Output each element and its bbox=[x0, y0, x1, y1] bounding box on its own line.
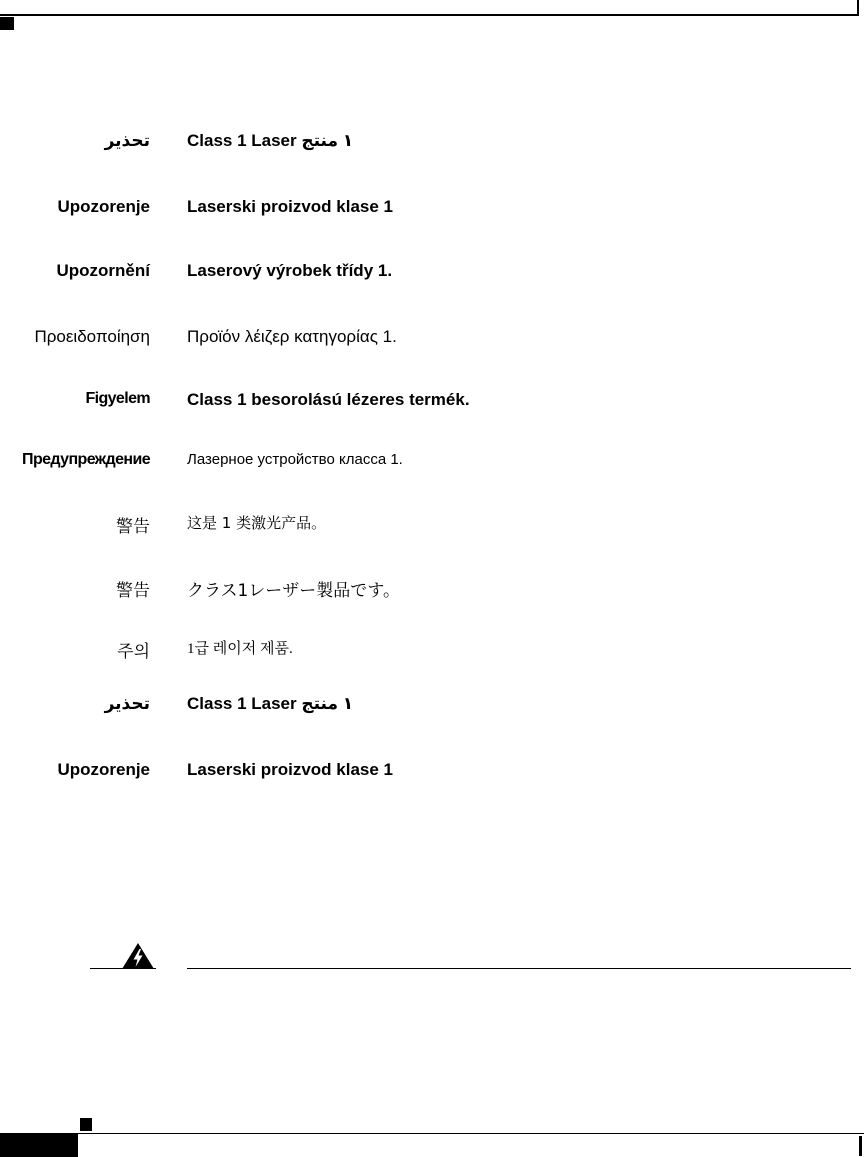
warning-text: Laserový výrobek třídy 1. bbox=[187, 261, 393, 280]
warning-row-russian bbox=[0, 451, 864, 481]
warning-label: Figyelem bbox=[85, 390, 150, 407]
bottom-rule bbox=[0, 1133, 864, 1134]
top-rule-end bbox=[857, 0, 859, 16]
warning-row-arabic-repeat bbox=[0, 694, 864, 724]
warning-row-czech bbox=[0, 261, 864, 291]
warning-row-greek bbox=[0, 327, 864, 357]
warning-text: Laserski proizvod klase 1 bbox=[187, 197, 393, 216]
warning-text: Class 1 Laser ١ منتج bbox=[187, 131, 354, 150]
warning-label: Upozorenje bbox=[57, 760, 150, 779]
warning-text: クラス1レーザー製品です。 bbox=[187, 581, 400, 601]
warning-row-japanese bbox=[0, 576, 864, 606]
warning-row-arabic bbox=[0, 131, 864, 161]
top-rule bbox=[0, 14, 859, 16]
caution-rule-long bbox=[187, 968, 851, 969]
warning-text: Class 1 Laser ١ منتج bbox=[187, 694, 354, 713]
warning-row-chinese bbox=[0, 512, 864, 542]
warning-label: Upozornění bbox=[56, 261, 150, 280]
warning-label: 주의 bbox=[117, 642, 150, 662]
warning-label: Предупреждение bbox=[22, 451, 150, 468]
warning-text: 1급 레이저 제품. bbox=[187, 641, 293, 657]
warning-label: تحذير bbox=[104, 131, 150, 150]
warning-row-croatian-repeat bbox=[0, 760, 864, 790]
warning-text: Laserski proizvod klase 1 bbox=[187, 760, 393, 779]
warning-row-croatian bbox=[0, 197, 864, 227]
bottom-rule-end bbox=[859, 1136, 862, 1156]
warning-row-korean bbox=[0, 637, 864, 667]
top-corner-marker bbox=[0, 17, 14, 30]
warning-text: Προϊόν λέιζερ κατηγορίας 1. bbox=[187, 327, 397, 346]
warning-label: 警告 bbox=[116, 517, 150, 537]
warning-text: 这是 1 类激光产品。 bbox=[187, 514, 327, 532]
warning-triangle-icon bbox=[121, 942, 155, 970]
warning-row-hungarian bbox=[0, 390, 864, 420]
footer-page-tab bbox=[0, 1134, 78, 1157]
warning-label: 警告 bbox=[116, 581, 150, 601]
warning-label: تحذير bbox=[104, 694, 150, 713]
footer-marker bbox=[80, 1118, 92, 1131]
warning-text: Лазерное устройство класса 1. bbox=[187, 451, 403, 468]
caution-rule-short bbox=[90, 968, 156, 969]
warning-label: Upozorenje bbox=[57, 197, 150, 216]
warning-text: Class 1 besorolású lézeres termék. bbox=[187, 390, 470, 409]
warning-label: Προειδοποίηση bbox=[34, 327, 150, 346]
